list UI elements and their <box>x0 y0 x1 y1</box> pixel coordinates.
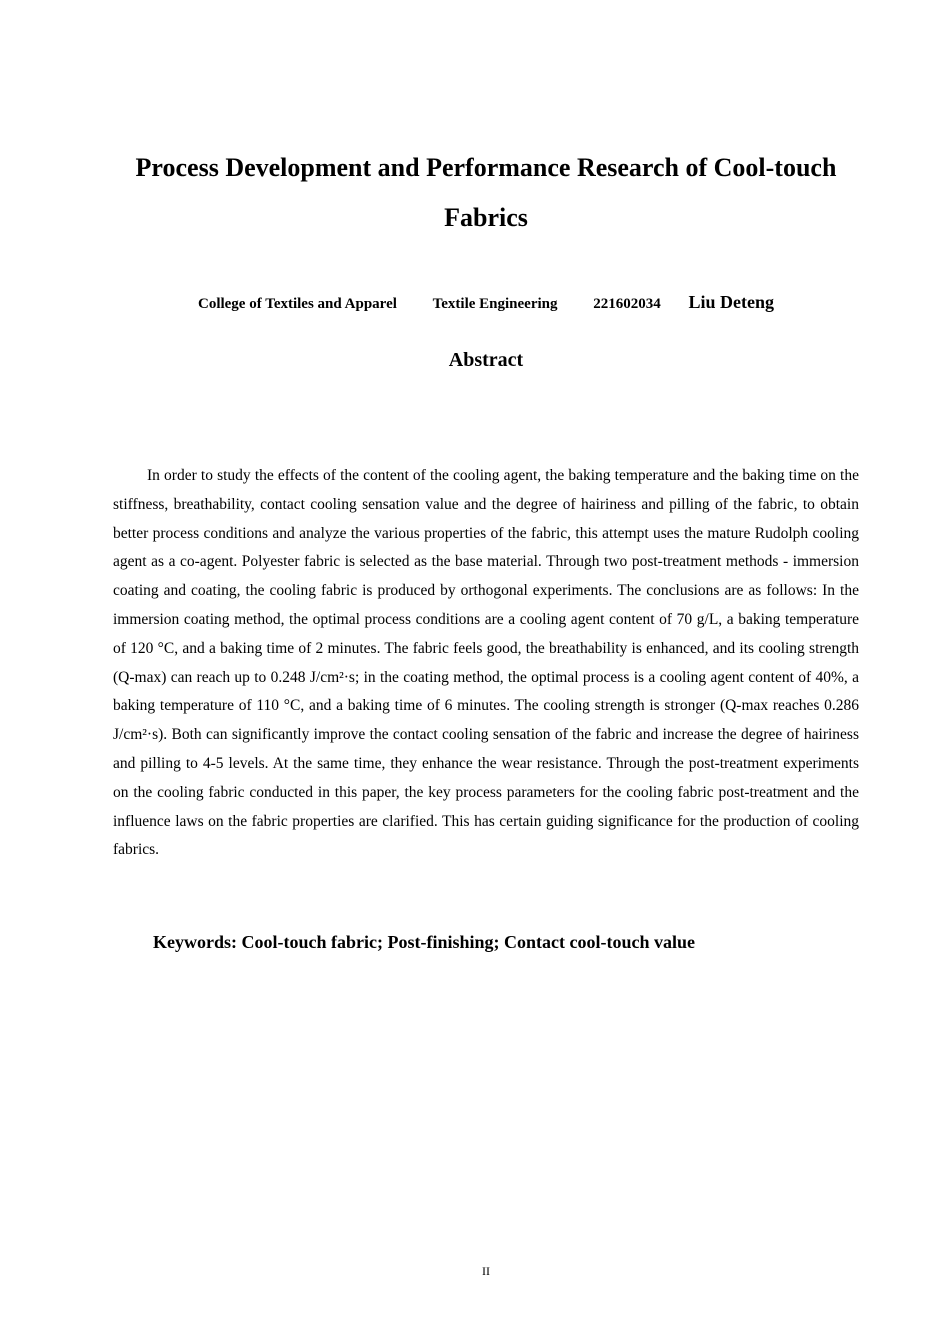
keywords: Keywords: Cool-touch fabric; Post-finishing; Contact cool-touch value <box>153 932 695 952</box>
abstract-heading: Abstract <box>448 349 524 371</box>
author-college: College of Textiles and Apparel <box>197 296 397 312</box>
author-major: Textile Engineering <box>432 296 558 312</box>
page-number: II <box>482 1264 490 1278</box>
author-info <box>0 292 950 313</box>
author-name: Liu Deteng <box>688 292 775 312</box>
author-student-id: 221602034 <box>593 296 661 312</box>
paper-title: Process Development and Performance Research of Cool-touch Fabrics <box>135 153 837 232</box>
abstract-body: In order to study the effects of the content of the cooling agent, the baking temperature and the baking time on the stiffness, breathability, contact cooling sensation value and the degree of hairiness and pilling of the fabric, to obtain better process conditions and analyze the various properties of the fabric, this attempt uses the mature Rudolph cooling agent as a co-agent. Polyester fabric is selected as the base material. Through two post-treatment methods - immersion coating and coating, the cooling fabric is produced by orthogonal experiments. The conclusions are as follows: In the immersion coating method, the optimal process conditions are a cooling agent content of 70 g/L, a baking temperature of 120 °C, and a baking time of 2 minutes. The fabric feels good, the breathability is enhanced, and its cooling strength (Q-max) can reach up to 0.248 J/cm²·s; in the coating method, the optimal process is a cooling agent content of 40%, a baking temperature of 110 °C, and a baking time of 6 minutes. The cooling strength is stronger (Q-max reaches 0.286 J/cm²·s). Both can significantly improve the contact cooling sensation of the fabric and increase the degree of hairiness and pilling to 4-5 levels. At the same time, they enhance the wear resistance. Through the post-treatment experiments on the cooling fabric conducted in this paper, the key process parameters for the cooling fabric post-treatment and the influence laws on the fabric properties are clarified. This has certain guiding significance for the production of cooling fabrics. <box>113 467 859 859</box>
